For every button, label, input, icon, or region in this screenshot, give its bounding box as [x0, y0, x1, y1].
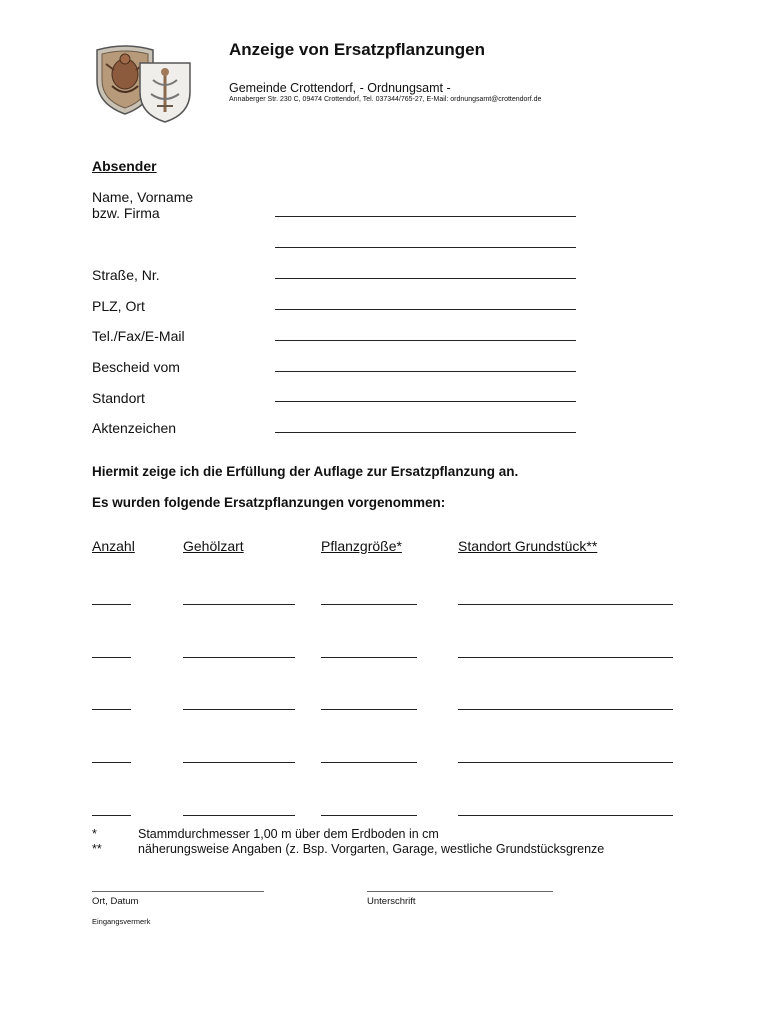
- postcode-city-label: PLZ, Ort: [92, 298, 145, 314]
- authority-name: Gemeinde Crottendorf, - Ordnungsamt -: [229, 81, 451, 95]
- site-input-line[interactable]: [458, 709, 673, 710]
- sender-heading: Absender: [92, 158, 157, 174]
- location-input-line[interactable]: [275, 401, 576, 402]
- name-label: Name, Vorname: [92, 189, 194, 205]
- footnote-text: Stammdurchmesser 1,00 m über dem Erdboden in cm: [138, 827, 439, 841]
- place-date-input-line[interactable]: [92, 891, 264, 892]
- location-label: Standort: [92, 390, 145, 406]
- site-input-line[interactable]: [458, 762, 673, 763]
- signature-label: Unterschrift: [367, 896, 416, 907]
- quantity-input-line[interactable]: [92, 657, 131, 658]
- column-header-plant-size: Pflanzgröße*: [321, 538, 402, 554]
- quantity-input-line[interactable]: [92, 815, 131, 816]
- quantity-input-line[interactable]: [92, 762, 131, 763]
- place-date-label: Ort, Datum: [92, 896, 139, 907]
- file-number-label: Aktenzeichen: [92, 420, 177, 436]
- plant-size-input-line[interactable]: [321, 815, 417, 816]
- species-input-line[interactable]: [183, 709, 295, 710]
- species-input-line[interactable]: [183, 604, 295, 605]
- contact-input-line[interactable]: [275, 340, 576, 341]
- document-title: Anzeige von Ersatzpflanzungen: [229, 40, 485, 59]
- signature-input-line[interactable]: [367, 891, 553, 892]
- species-input-line[interactable]: [183, 815, 295, 816]
- authority-address: Annaberger Str. 230 C, 09474 Crottendorf, Tel. 037344/765-27, E-Mail: ordnungsamt@crottendorf.de: [229, 96, 542, 103]
- plantings-intro: Es wurden folgende Ersatzpflanzungen vorgenommen:: [92, 495, 446, 510]
- street-label: Straße, Nr.: [92, 267, 160, 283]
- quantity-input-line[interactable]: [92, 709, 131, 710]
- column-header-species: Gehölzart: [183, 538, 244, 554]
- site-input-line[interactable]: [458, 604, 673, 605]
- species-input-line[interactable]: [183, 657, 295, 658]
- quantity-input-line[interactable]: [92, 604, 131, 605]
- footnote-mark: **: [92, 842, 102, 856]
- file-number-input-line[interactable]: [275, 432, 576, 433]
- footnote-text: näherungsweise Angaben (z. Bsp. Vorgarten, Garage, westliche Grundstücksgrenze: [138, 842, 605, 856]
- species-input-line[interactable]: [183, 762, 295, 763]
- name-input-line-2[interactable]: [275, 247, 576, 248]
- site-input-line[interactable]: [458, 815, 673, 816]
- company-label: bzw. Firma: [92, 205, 160, 221]
- plant-size-input-line[interactable]: [321, 762, 417, 763]
- column-header-quantity: Anzahl: [92, 538, 135, 554]
- postcode-city-input-line[interactable]: [275, 309, 576, 310]
- site-input-line[interactable]: [458, 657, 673, 658]
- receipt-note-label: Eingangsvermerk: [92, 917, 151, 926]
- fulfilment-statement: Hiermit zeige ich die Erfüllung der Auflage zur Ersatzpflanzung an.: [92, 464, 519, 479]
- street-input-line[interactable]: [275, 278, 576, 279]
- footnote-mark: *: [92, 827, 97, 841]
- plant-size-input-line[interactable]: [321, 709, 417, 710]
- name-input-line[interactable]: [275, 216, 576, 217]
- column-header-site: Standort Grundstück**: [458, 538, 598, 554]
- plant-size-input-line[interactable]: [321, 604, 417, 605]
- church-crest-logo: [137, 58, 193, 129]
- notice-date-label: Bescheid vom: [92, 359, 180, 375]
- plant-size-input-line[interactable]: [321, 657, 417, 658]
- contact-label: Tel./Fax/E-Mail: [92, 328, 185, 344]
- notice-date-input-line[interactable]: [275, 371, 576, 372]
